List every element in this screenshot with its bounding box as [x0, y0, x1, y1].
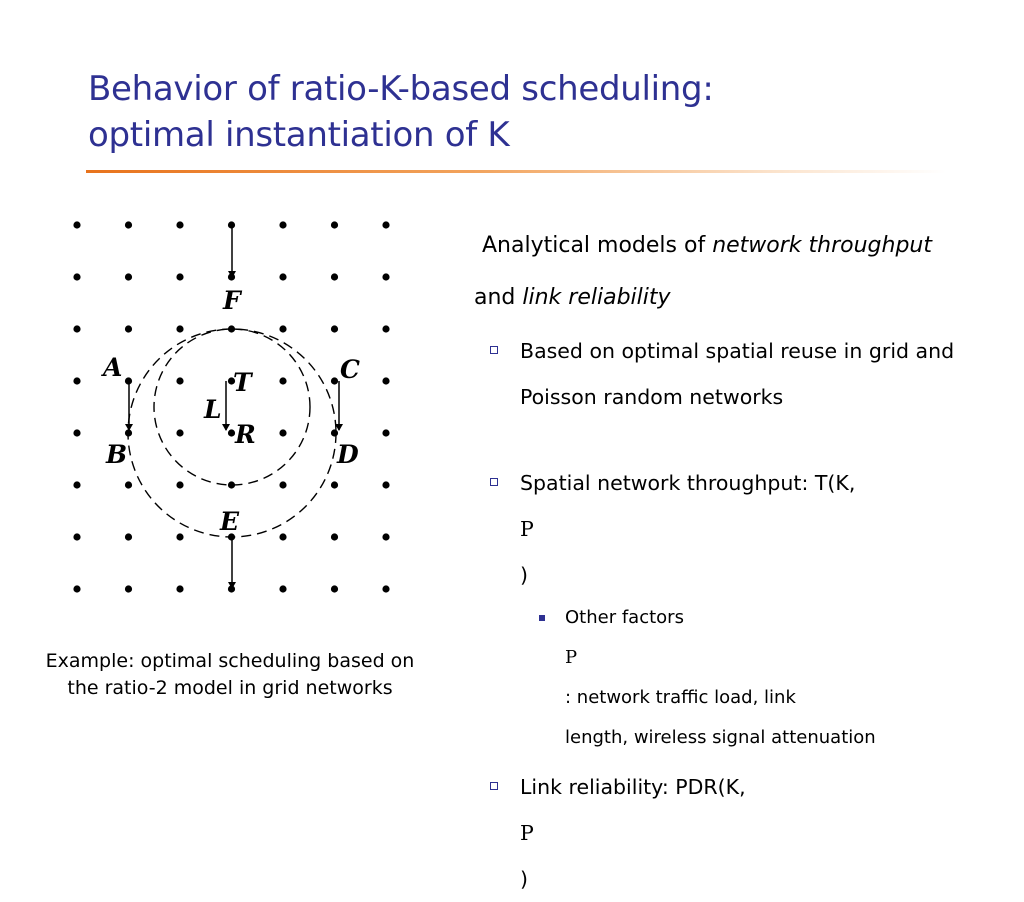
- node-label-c: C: [340, 355, 360, 384]
- intro-emphasis-throughput: network throughput: [712, 233, 932, 258]
- grid-node: [279, 585, 286, 592]
- grid-node: [279, 533, 286, 540]
- grid-node: [382, 481, 389, 488]
- bullet-2-line: [520, 460, 1014, 598]
- diagram-caption: [20, 648, 440, 702]
- hollow-square-bullet-icon: [490, 346, 498, 354]
- node-label-r: R: [235, 420, 256, 449]
- grid-node: [382, 377, 389, 384]
- grid-node: [176, 481, 183, 488]
- grid-node: [382, 221, 389, 228]
- grid-node: [331, 221, 338, 228]
- bullet-1-line-1: Based on optimal spatial reuse in grid and: [520, 339, 955, 363]
- grid-node: [125, 273, 132, 280]
- intro-and: and: [474, 285, 523, 310]
- grid-node: [279, 377, 286, 384]
- grid-node: [331, 585, 338, 592]
- sub-bullet-suffix: : network traffic load, link: [565, 687, 796, 708]
- grid-node: [331, 481, 338, 488]
- factor-symbol-p: P: [520, 821, 534, 845]
- grid-node: [176, 325, 183, 332]
- grid-node: [176, 533, 183, 540]
- node-label-t: T: [233, 368, 252, 397]
- grid-node: [125, 585, 132, 592]
- filled-square-bullet-icon: [539, 615, 545, 621]
- grid-node: [73, 221, 80, 228]
- grid-node: [382, 325, 389, 332]
- bullet-2-prefix: Spatial network throughput: T(K,: [520, 471, 856, 495]
- title-line-2: optimal instantiation of K: [88, 115, 510, 155]
- intro-emphasis-reliability: link reliability: [522, 285, 671, 310]
- grid-network-diagram: [60, 205, 410, 615]
- grid-node: [382, 273, 389, 280]
- grid-node: [279, 273, 286, 280]
- sub-bullet-prefix: Other factors: [565, 607, 684, 628]
- bullet-3-line: [520, 764, 1014, 902]
- grid-node: [382, 585, 389, 592]
- sub-bullet-line-1: [565, 598, 1014, 718]
- bullet-3-prefix: Link reliability: PDR(K,: [520, 775, 746, 799]
- grid-node: [279, 481, 286, 488]
- intro-prefix: Analytical models of: [482, 233, 713, 258]
- factor-symbol-p: P: [520, 517, 534, 541]
- node-label-e: E: [220, 507, 240, 536]
- bullet-3-suffix: ): [520, 867, 528, 891]
- grid-node: [279, 429, 286, 436]
- title-underline-rule: [86, 170, 946, 173]
- grid-node: [331, 377, 338, 384]
- grid-node: [331, 429, 338, 436]
- grid-diagram-svg: [60, 205, 410, 615]
- hollow-square-bullet-icon: [490, 478, 498, 486]
- node-label-f: F: [223, 286, 241, 315]
- grid-node: [73, 273, 80, 280]
- interference-circle-inner: [154, 329, 310, 485]
- slide-title: [88, 66, 713, 158]
- grid-node: [73, 377, 80, 384]
- sub-bullet-other-factors: [474, 598, 1014, 758]
- title-line-1: Behavior of ratio-K-based scheduling:: [88, 69, 714, 109]
- sub-bullet-line-2: length, wireless signal attenuation: [565, 727, 876, 748]
- slide-body: [474, 220, 1014, 902]
- grid-node: [125, 325, 132, 332]
- caption-line-2: the ratio-2 model in grid networks: [67, 677, 393, 699]
- grid-node: [382, 533, 389, 540]
- bullet-throughput: [474, 460, 1014, 598]
- grid-node: [279, 325, 286, 332]
- factor-symbol-p: P: [565, 647, 578, 668]
- grid-node: [176, 273, 183, 280]
- grid-node: [125, 533, 132, 540]
- bullet-2-suffix: ): [520, 563, 528, 587]
- grid-node: [73, 481, 80, 488]
- grid-node: [125, 481, 132, 488]
- bullet-spatial-reuse: [474, 328, 1014, 420]
- intro-paragraph: [474, 220, 1014, 324]
- intro-line-2: [474, 272, 1014, 324]
- grid-node: [382, 429, 389, 436]
- intro-line-1: [474, 220, 1014, 272]
- caption-line-1: Example: optimal scheduling based on: [45, 650, 415, 672]
- grid-node: [73, 533, 80, 540]
- grid-node: [331, 533, 338, 540]
- grid-node: [331, 325, 338, 332]
- grid-node: [73, 429, 80, 436]
- grid-node: [176, 221, 183, 228]
- node-label-d: D: [337, 440, 359, 469]
- node-label-a: A: [103, 353, 123, 382]
- bullet-link-reliability: [474, 764, 1014, 902]
- hollow-square-bullet-icon: [490, 782, 498, 790]
- grid-node: [176, 429, 183, 436]
- grid-node: [73, 585, 80, 592]
- grid-node: [73, 325, 80, 332]
- node-label-l: L: [204, 395, 222, 424]
- grid-node: [176, 377, 183, 384]
- grid-node: [331, 273, 338, 280]
- grid-node: [176, 585, 183, 592]
- grid-node: [279, 221, 286, 228]
- grid-node: [125, 221, 132, 228]
- bullet-1-line-2: Poisson random networks: [520, 385, 784, 409]
- node-label-b: B: [106, 440, 128, 469]
